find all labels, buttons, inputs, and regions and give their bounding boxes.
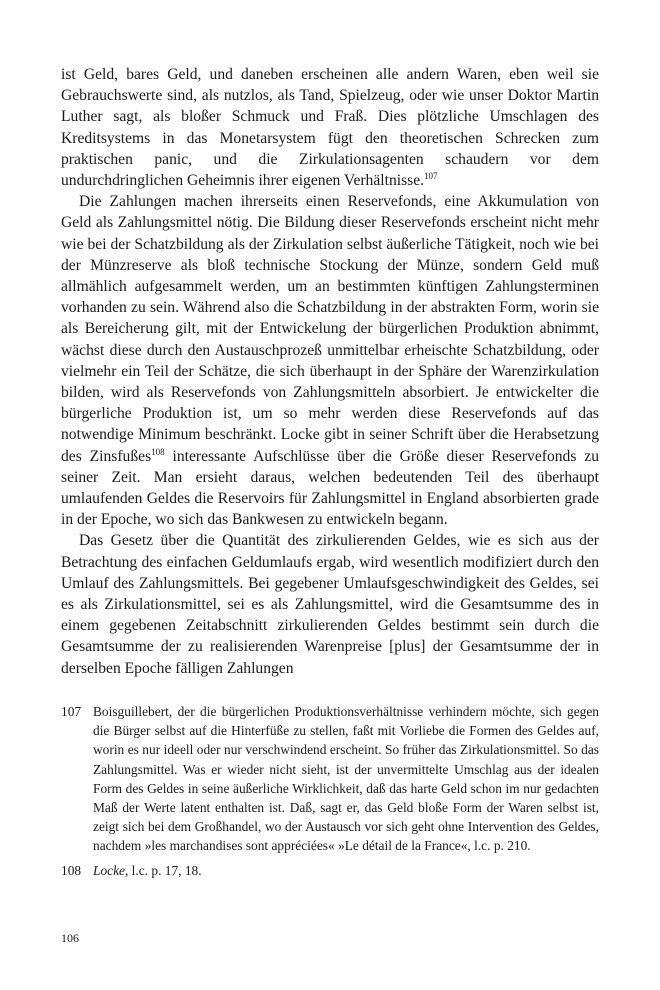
page-number: 106 xyxy=(61,931,79,945)
paragraph-3: Das Gesetz über die Quantität des zirkulierenden Geldes, wie es sich aus der Betrachtung des einfachen Geldumlaufs ergab, wird wesentlich modifiziert durch den Umlauf des Zahlungsmittels. Bei gegebener Umlaufsgeschwindigkeit des Geldes, sei es als Zirkulationsmittel, sei es als Zahlungsmittel, wird die Gesamtsumme des in einem gegebenen Zeitabschnitt zirkulierenden Geldes bestimmt sein durch die Gesamtsumme der zu realisierenden Warenpreise [plus] der Gesamtsumme der in derselben Epoche fälligen Zahlungen xyxy=(61,532,599,677)
paragraph-2-text-end: interessante Aufschlüsse über die Größe dieser Reservefonds zu seiner Zeit. Man ersieht daraus, welchen bedeutenden Teil des überhaupt umlaufenden Geldes die Reservoirs für Zahlungsmittel in England absorbierten grade in der Epoche, wo sich das Bankwesen zu entwickeln begann. xyxy=(61,447,599,529)
footnote-number: 108 xyxy=(61,862,82,878)
footnote-number: 107 xyxy=(61,703,82,719)
footnote-text xyxy=(93,861,599,880)
footnote-text: Boisguillebert, der die bürgerlichen Produktionsverhältnisse verhindern möchte, sich gegen die Bürger selbst auf die Hinterfüße zu stellen, faßt mit Vorliebe die Formen des Geldes auf, worin es nur ideell oder nur verschwindend erscheint. So früher das Zirkulationsmittel. So das Zahlungsmittel. Was er wieder nicht sieht, ist der unvermittelte Umschlag aus der idealen Form des Geldes in seine äußerliche Wirklichkeit, daß das harte Geld schon im nur gedachten Maß der Werte latent enthalten ist. Daß, sagt er, das Geld bloße Form der Waren selbst ist, zeigt sich bei dem Großhandel, wo der Austausch vor sich geht ohne Intervention des Geldes, nachdem »les marchandises sont appréciées« »Le détail de la France«, l.c. p. 210. xyxy=(93,703,599,854)
footnote-108 xyxy=(61,861,599,880)
footnotes xyxy=(61,702,599,880)
footnote-107 xyxy=(61,702,599,856)
footnote-ref-107[interactable]: 107 xyxy=(424,171,438,182)
paragraph-2 xyxy=(61,191,599,530)
book-page xyxy=(61,64,599,885)
main-text xyxy=(61,64,599,679)
paragraph-1 xyxy=(61,64,599,191)
footnote-ref-108[interactable]: 108 xyxy=(151,446,165,457)
footnote-citation: l.c. p. 17, 18. xyxy=(128,862,202,878)
paragraph-1-text: ist Geld, bares Geld, und daneben erscheinen alle andern Waren, eben weil sie Gebrauchswerte sind, als nutzlos, als Tand, Spielzeug, oder wie unser Doktor Martin Luther sagt, als bloßer Schmuck und Fraß. Dies plötzliche Umschlagen des Kreditsystems in das Monetarsystem fügt den theoretischen Schrecken zum praktischen panic, und die Zirkulationsagenten schaudern vor dem undurchdringlichen Geheimnis ihrer eigenen Verhältnisse. xyxy=(61,66,599,190)
footnote-author: Locke, xyxy=(93,862,129,878)
paragraph-2-text-start: Die Zahlungen machen ihrerseits einen Reservefonds, eine Akkumulation von Geld als Zahlungsmittel nötig. Die Bildung dieser Reservefonds erscheint nicht mehr wie bei der Schatzbildung als der Zirkulation selbst äußerliche Tätigkeit, noch wie bei der Münzreserve als bloß technische Stockung der Münze, sondern Geld muß allmählich aufgesammelt werden, um an bestimmten künftigen Zahlungsterminen vorhanden zu sein. Während also die Schatzbildung in der abstrakten Form, worin sie als Bereicherung gilt, mit der Entwickelung der bürgerlichen Produktion abnimmt, wächst diese durch den Austauschprozeß unmittelbar erheischte Schatzbildung, oder vielmehr ein Teil der Schätze, die sich überhaupt in der Sphäre der Warenzirkulation bilden, wird als Reservefonds von Zahlungsmitteln absorbiert. Je entwickelter die bürgerliche Produktion ist, um so mehr werden diese Reservefonds auf das notwendige Minimum beschränkt. Locke gibt in seiner Schrift über die Herabsetzung des Zinsfußes xyxy=(61,193,599,465)
